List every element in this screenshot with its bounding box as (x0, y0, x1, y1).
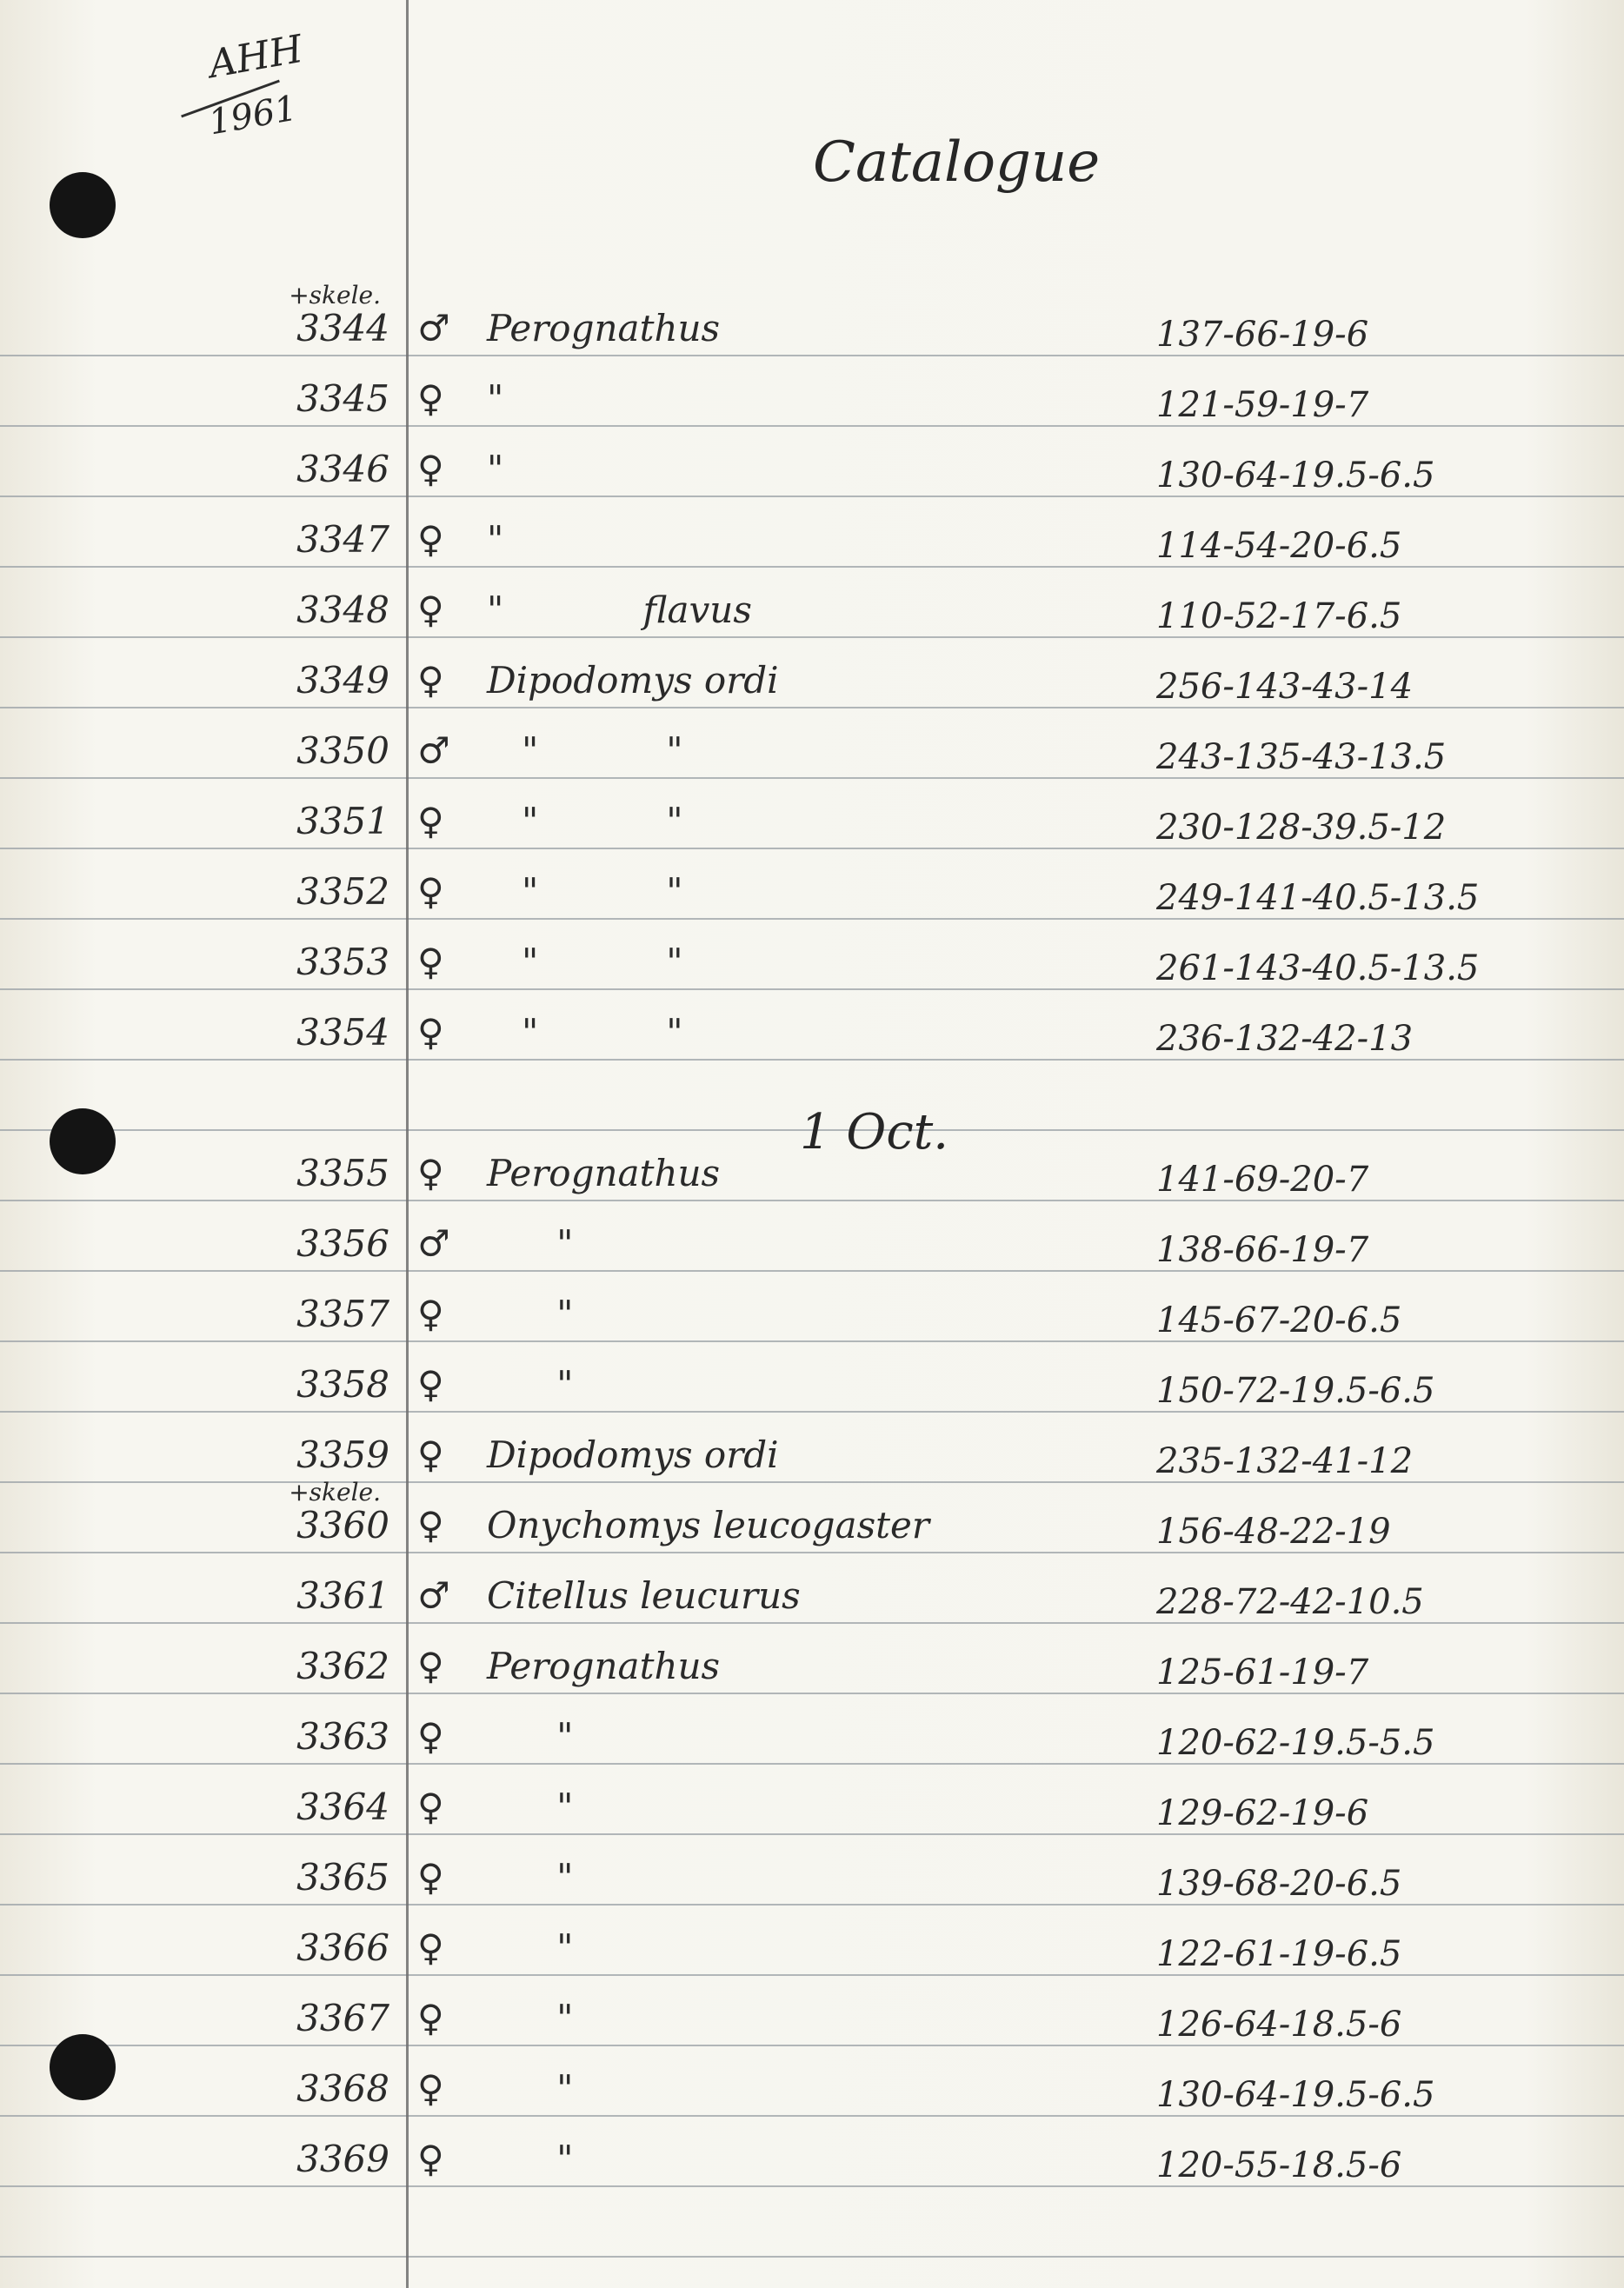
sex-symbol: ♀ (417, 2067, 444, 2110)
catalogue-number: 3362 (296, 1645, 389, 1687)
rule-line (0, 2256, 1624, 2258)
species-name: " (487, 1715, 574, 1758)
measurements: 261-143-40.5-13.5 (1156, 948, 1480, 988)
catalogue-row (0, 1834, 1624, 1904)
catalogue-number: 3359 (296, 1433, 389, 1476)
catalogue-row (0, 1975, 1624, 2045)
catalogue-number: 3344 (296, 307, 389, 349)
catalogue-number: 3366 (296, 1926, 389, 1969)
measurements: 130-64-19.5-6.5 (1156, 2075, 1435, 2115)
catalogue-number: 3354 (296, 1011, 389, 1054)
species-name: Perognathus (487, 1645, 721, 1687)
species-name: " (487, 1293, 574, 1335)
catalogue-row (0, 1623, 1624, 1693)
measurements: 137-66-19-6 (1156, 315, 1369, 355)
sex-symbol: ♀ (417, 1926, 444, 1969)
measurements: 125-61-19-7 (1156, 1653, 1369, 1693)
catalogue-row (0, 2045, 1624, 2115)
measurements: 150-72-19.5-6.5 (1156, 1371, 1435, 1411)
catalogue-number: 3353 (296, 941, 389, 983)
measurements: 129-62-19-6 (1156, 1793, 1369, 1833)
catalogue-row (0, 567, 1624, 636)
species-name: Perognathus (487, 1152, 721, 1194)
species-name: " flavus (487, 589, 752, 631)
species-name: " (487, 518, 504, 561)
sex-symbol: ♀ (417, 1786, 444, 1828)
sex-symbol: ♀ (417, 518, 444, 561)
catalogue-row (0, 1130, 1624, 1200)
species-name: " (487, 1856, 574, 1899)
catalogue-row (0, 1764, 1624, 1833)
species-name: " (487, 2138, 574, 2180)
catalogue-number: 3360 (296, 1504, 389, 1546)
page-title: Catalogue (813, 130, 1101, 195)
measurements: 130-64-19.5-6.5 (1156, 456, 1435, 496)
sex-symbol: ♀ (417, 589, 444, 631)
measurements: 145-67-20-6.5 (1156, 1300, 1402, 1340)
measurements: 256-143-43-14 (1156, 667, 1414, 707)
catalogue-number: 3357 (296, 1293, 389, 1335)
catalogue-number: 3348 (296, 589, 389, 631)
catalogue-row (0, 848, 1624, 918)
punch-hole (50, 172, 116, 238)
species-name: " (487, 448, 504, 490)
measurements: 230-128-39.5-12 (1156, 808, 1447, 848)
measurements: 236-132-42-13 (1156, 1019, 1414, 1059)
catalogue-row (0, 778, 1624, 848)
catalogue-number: 3363 (296, 1715, 389, 1758)
catalogue-number: 3355 (296, 1152, 389, 1194)
measurements: 126-64-18.5-6 (1156, 2005, 1402, 2045)
catalogue-number: 3349 (296, 659, 389, 702)
catalogue-row (0, 1201, 1624, 1270)
catalogue-row (0, 281, 1624, 355)
catalogue-row (0, 1553, 1624, 1622)
catalogue-row (0, 1905, 1624, 1974)
catalogue-number: 3352 (296, 870, 389, 913)
species-name: " " (487, 729, 683, 772)
date-divider: 1 Oct. (800, 1104, 949, 1161)
sex-symbol: ♀ (417, 2138, 444, 2180)
catalogue-number: 3345 (296, 377, 389, 420)
species-name: " (487, 1786, 574, 1828)
catalogue-number: 3364 (296, 1786, 389, 1828)
catalogue-row (0, 2116, 1624, 2185)
sex-symbol: ♀ (417, 870, 444, 913)
measurements: 120-62-19.5-5.5 (1156, 1723, 1435, 1763)
species-name: " " (487, 1011, 683, 1054)
catalogue-row (0, 1412, 1624, 1481)
species-name: " " (487, 870, 683, 913)
species-name: Citellus leucurus (487, 1574, 801, 1617)
sex-symbol: ♀ (417, 1997, 444, 2039)
catalogue-number: 3369 (296, 2138, 389, 2180)
catalogue-number: 3356 (296, 1222, 389, 1265)
species-name: " (487, 1363, 574, 1406)
measurements: 110-52-17-6.5 (1156, 596, 1402, 636)
sex-symbol: ♂ (417, 307, 450, 349)
sex-symbol: ♀ (417, 448, 444, 490)
rule-line (0, 2185, 1624, 2187)
catalogue-number: 3365 (296, 1856, 389, 1899)
sex-symbol: ♀ (417, 1856, 444, 1899)
catalogue-row (0, 708, 1624, 777)
catalogue-row (0, 989, 1624, 1059)
sex-symbol: ♀ (417, 1293, 444, 1335)
catalogue-row (0, 1693, 1624, 1763)
catalogue-number: 3351 (296, 800, 389, 842)
catalogue-row (0, 426, 1624, 496)
sex-symbol: ♀ (417, 1433, 444, 1476)
catalogue-row (0, 356, 1624, 425)
sex-symbol: ♀ (417, 941, 444, 983)
species-name: Onychomys leucogaster (487, 1504, 929, 1546)
catalogue-number: 3350 (296, 729, 389, 772)
species-name: " (487, 1222, 574, 1265)
sex-symbol: ♀ (417, 1715, 444, 1758)
catalogue-row (0, 1271, 1624, 1340)
sex-symbol: ♀ (417, 1152, 444, 1194)
measurements: 121-59-19-7 (1156, 385, 1369, 425)
catalogue-number: 3346 (296, 448, 389, 490)
catalogue-row (0, 1478, 1624, 1552)
measurements: 120-55-18.5-6 (1156, 2145, 1402, 2185)
species-name: Perognathus (487, 307, 721, 349)
measurements: 139-68-20-6.5 (1156, 1864, 1402, 1904)
species-name: Dipodomys ordi (487, 659, 779, 702)
catalogue-number: 3361 (296, 1574, 389, 1617)
sex-symbol: ♂ (417, 1574, 450, 1617)
catalogue-number: 3358 (296, 1363, 389, 1406)
measurements: 141-69-20-7 (1156, 1160, 1369, 1200)
species-name: " (487, 1926, 574, 1969)
sex-symbol: ♂ (417, 1222, 450, 1265)
sex-symbol: ♂ (417, 729, 450, 772)
sex-symbol: ♀ (417, 1011, 444, 1054)
measurements: 228-72-42-10.5 (1156, 1582, 1424, 1622)
rule-line (0, 1059, 1624, 1061)
catalogue-row (0, 496, 1624, 566)
sex-symbol: ♀ (417, 800, 444, 842)
catalogue-number: 3367 (296, 1997, 389, 2039)
catalogue-row (0, 637, 1624, 707)
species-name: " (487, 377, 504, 420)
catalogue-row (0, 919, 1624, 988)
catalogue-number: 3347 (296, 518, 389, 561)
specimen-note: +skele. (289, 281, 381, 309)
measurements: 138-66-19-7 (1156, 1230, 1369, 1270)
sex-symbol: ♀ (417, 1504, 444, 1546)
specimen-note: +skele. (289, 1478, 381, 1506)
species-name: Dipodomys ordi (487, 1433, 779, 1476)
measurements: 243-135-43-13.5 (1156, 737, 1447, 777)
sex-symbol: ♀ (417, 1363, 444, 1406)
catalogue-row (0, 1341, 1624, 1411)
sex-symbol: ♀ (417, 659, 444, 702)
measurements: 235-132-41-12 (1156, 1441, 1414, 1481)
measurements: 156-48-22-19 (1156, 1512, 1391, 1552)
sex-symbol: ♀ (417, 1645, 444, 1687)
species-name: " " (487, 941, 683, 983)
species-name: " (487, 2067, 574, 2110)
year: 1961 (205, 88, 301, 143)
species-name: " " (487, 800, 683, 842)
measurements: 122-61-19-6.5 (1156, 1934, 1402, 1974)
sex-symbol: ♀ (417, 377, 444, 420)
species-name: " (487, 1997, 574, 2039)
initials: AHH (205, 26, 307, 88)
catalogue-number: 3368 (296, 2067, 389, 2110)
measurements: 114-54-20-6.5 (1156, 526, 1402, 566)
measurements: 249-141-40.5-13.5 (1156, 878, 1480, 918)
